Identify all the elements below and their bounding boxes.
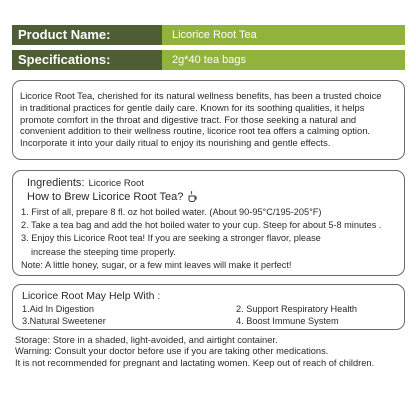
description-line: Licorice Root Tea, cherished for its natural wellness benefits, has been a trusted choice xyxy=(20,90,382,101)
description-box xyxy=(12,80,405,160)
benefit-item: 1.Aid In Digestion xyxy=(22,304,95,314)
description-line: promote comfort in the throat and digestive tract. For those seeking a natural and xyxy=(20,113,357,125)
benefit-item: 2. Support Respiratory Health xyxy=(236,304,358,314)
specifications-label: Specifications: xyxy=(12,50,162,70)
benefits-box xyxy=(12,284,405,330)
specifications-value: 2g*40 tea bags xyxy=(162,50,405,70)
description-line: convenient addition to their wellness routine, licorice root tea offers a calming option. xyxy=(20,125,371,137)
brew-step: 2. Take a tea bag and add the hot boiled water to your cup. Steep for about 5-8 minutes . xyxy=(21,220,382,231)
benefits-title: Licorice Root May Help With : xyxy=(22,290,161,302)
product-name-value: Licorice Root Tea xyxy=(162,25,405,45)
specifications-row xyxy=(12,50,405,70)
brew-step-continued: increase the steeping time properly. xyxy=(31,246,176,257)
tea-cup-icon xyxy=(188,190,197,206)
benefit-item: 4. Boost Immune System xyxy=(236,316,339,327)
benefit-item: 3.Natural Sweetener xyxy=(22,316,106,327)
ingredients-value: Licorice Root xyxy=(88,178,144,189)
brew-note: Note: A little honey, sugar, or a few mint leaves will make it perfect! xyxy=(21,259,292,270)
description-line: Incorporate it into your daily ritual to enjoy its nourishing and gentle effects. xyxy=(20,137,331,149)
product-name-row xyxy=(12,25,405,45)
storage-section xyxy=(15,335,410,369)
warning-text: Warning: Consult your doctor before use if you are taking other medications. xyxy=(15,346,329,357)
ingredients-label: Ingredients: xyxy=(27,177,85,189)
warning-text-2: It is not recommended for pregnant and lactating women. Keep out of reach of children. xyxy=(15,357,375,368)
brew-title: How to Brew Licorice Root Tea? xyxy=(27,191,184,203)
ingredients-line xyxy=(21,177,396,190)
product-name-label: Product Name: xyxy=(12,25,162,45)
benefits-list xyxy=(22,303,396,328)
brew-step: 1. First of all, prepare 8 fl. oz hot boiled water. (About 90-95°C/195-205°F) xyxy=(21,207,322,217)
brew-box xyxy=(12,170,405,276)
description-line: in traditional practices for gentle daily care. Known for its soothing qualities, it helps xyxy=(20,101,365,113)
brew-title-row xyxy=(21,190,396,206)
storage-text: Storage: Store in a shaded, light-avoided, and airtight container. xyxy=(15,335,278,345)
brew-step: 3. Enjoy this Licorice Root tea! If you are seeking a stronger flavor, please xyxy=(21,233,321,244)
